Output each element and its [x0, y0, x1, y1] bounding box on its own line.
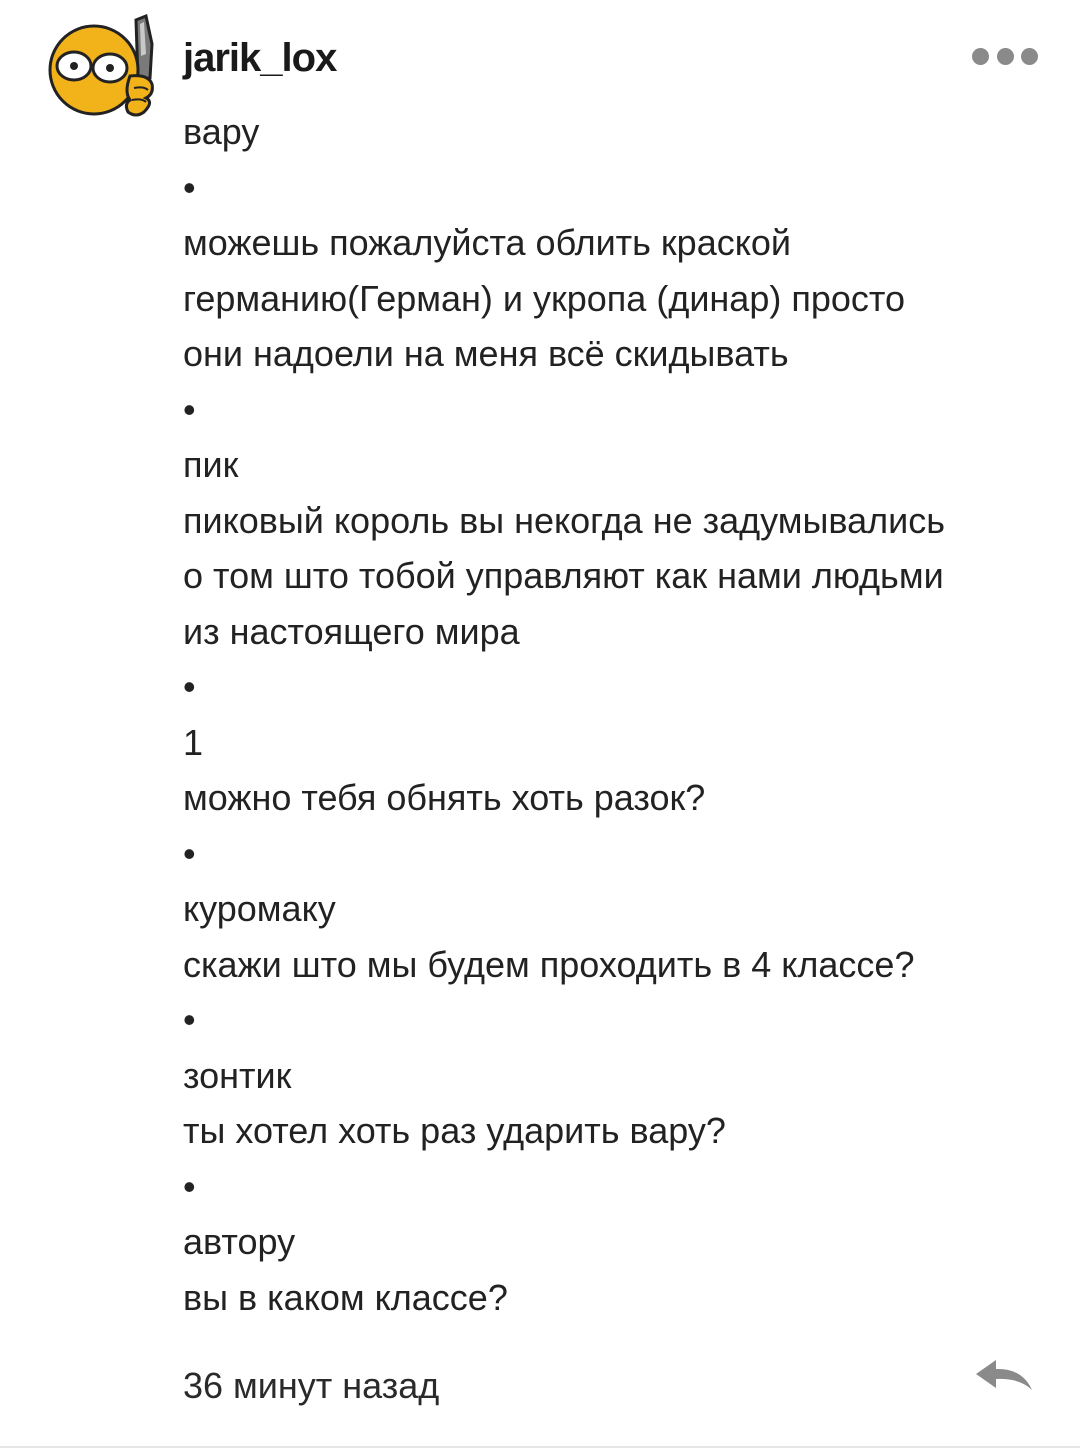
cartoon-face-icon: [40, 14, 162, 118]
comment-line: вы в каком классе?: [183, 1276, 508, 1318]
comment-line: скажи што мы будем проходить в 4 классе?: [183, 943, 915, 985]
comment-line: автору: [183, 1221, 296, 1262]
comment-line: можно тебя обнять хоть разок?: [183, 777, 706, 818]
comment-line: •: [183, 832, 196, 874]
comment-line: •: [183, 999, 196, 1040]
dot: [997, 48, 1014, 65]
comment-line: 1: [183, 721, 204, 763]
reply-arrow-icon[interactable]: [972, 1356, 1036, 1396]
comment-line: •: [183, 388, 196, 430]
comment-line: •: [183, 166, 196, 208]
comment-line: они надоели на меня всё скидывать: [183, 333, 789, 374]
comment-line: куромаку: [183, 888, 336, 929]
comment-line: германию(Герман) и укропа (динар) просто: [183, 277, 905, 319]
dot: [1021, 48, 1038, 65]
more-dots-icon[interactable]: [972, 44, 1038, 68]
comment-line: пик: [183, 444, 239, 485]
comment-line: вару: [183, 111, 260, 152]
comment-line: •: [183, 666, 196, 707]
divider: [0, 1446, 1080, 1448]
comment-line: из настоящего мира: [183, 610, 520, 652]
comment-line: пиковый король вы некогда не задумывались: [183, 499, 945, 541]
comment-line: о том што тобой управляют как нами людьми: [183, 555, 944, 596]
dot: [972, 48, 989, 65]
avatar[interactable]: [40, 14, 162, 118]
username[interactable]: jarik_lox: [183, 36, 337, 80]
comment-line: ты хотел хоть раз ударить вару?: [183, 1110, 726, 1151]
comment-line: •: [183, 1165, 196, 1207]
timestamp: 36 минут назад: [183, 1365, 440, 1406]
comment-body: [183, 104, 1053, 1325]
comment-line: зонтик: [183, 1054, 292, 1096]
comment-line: можешь пожалуйста облить краской: [183, 222, 792, 263]
